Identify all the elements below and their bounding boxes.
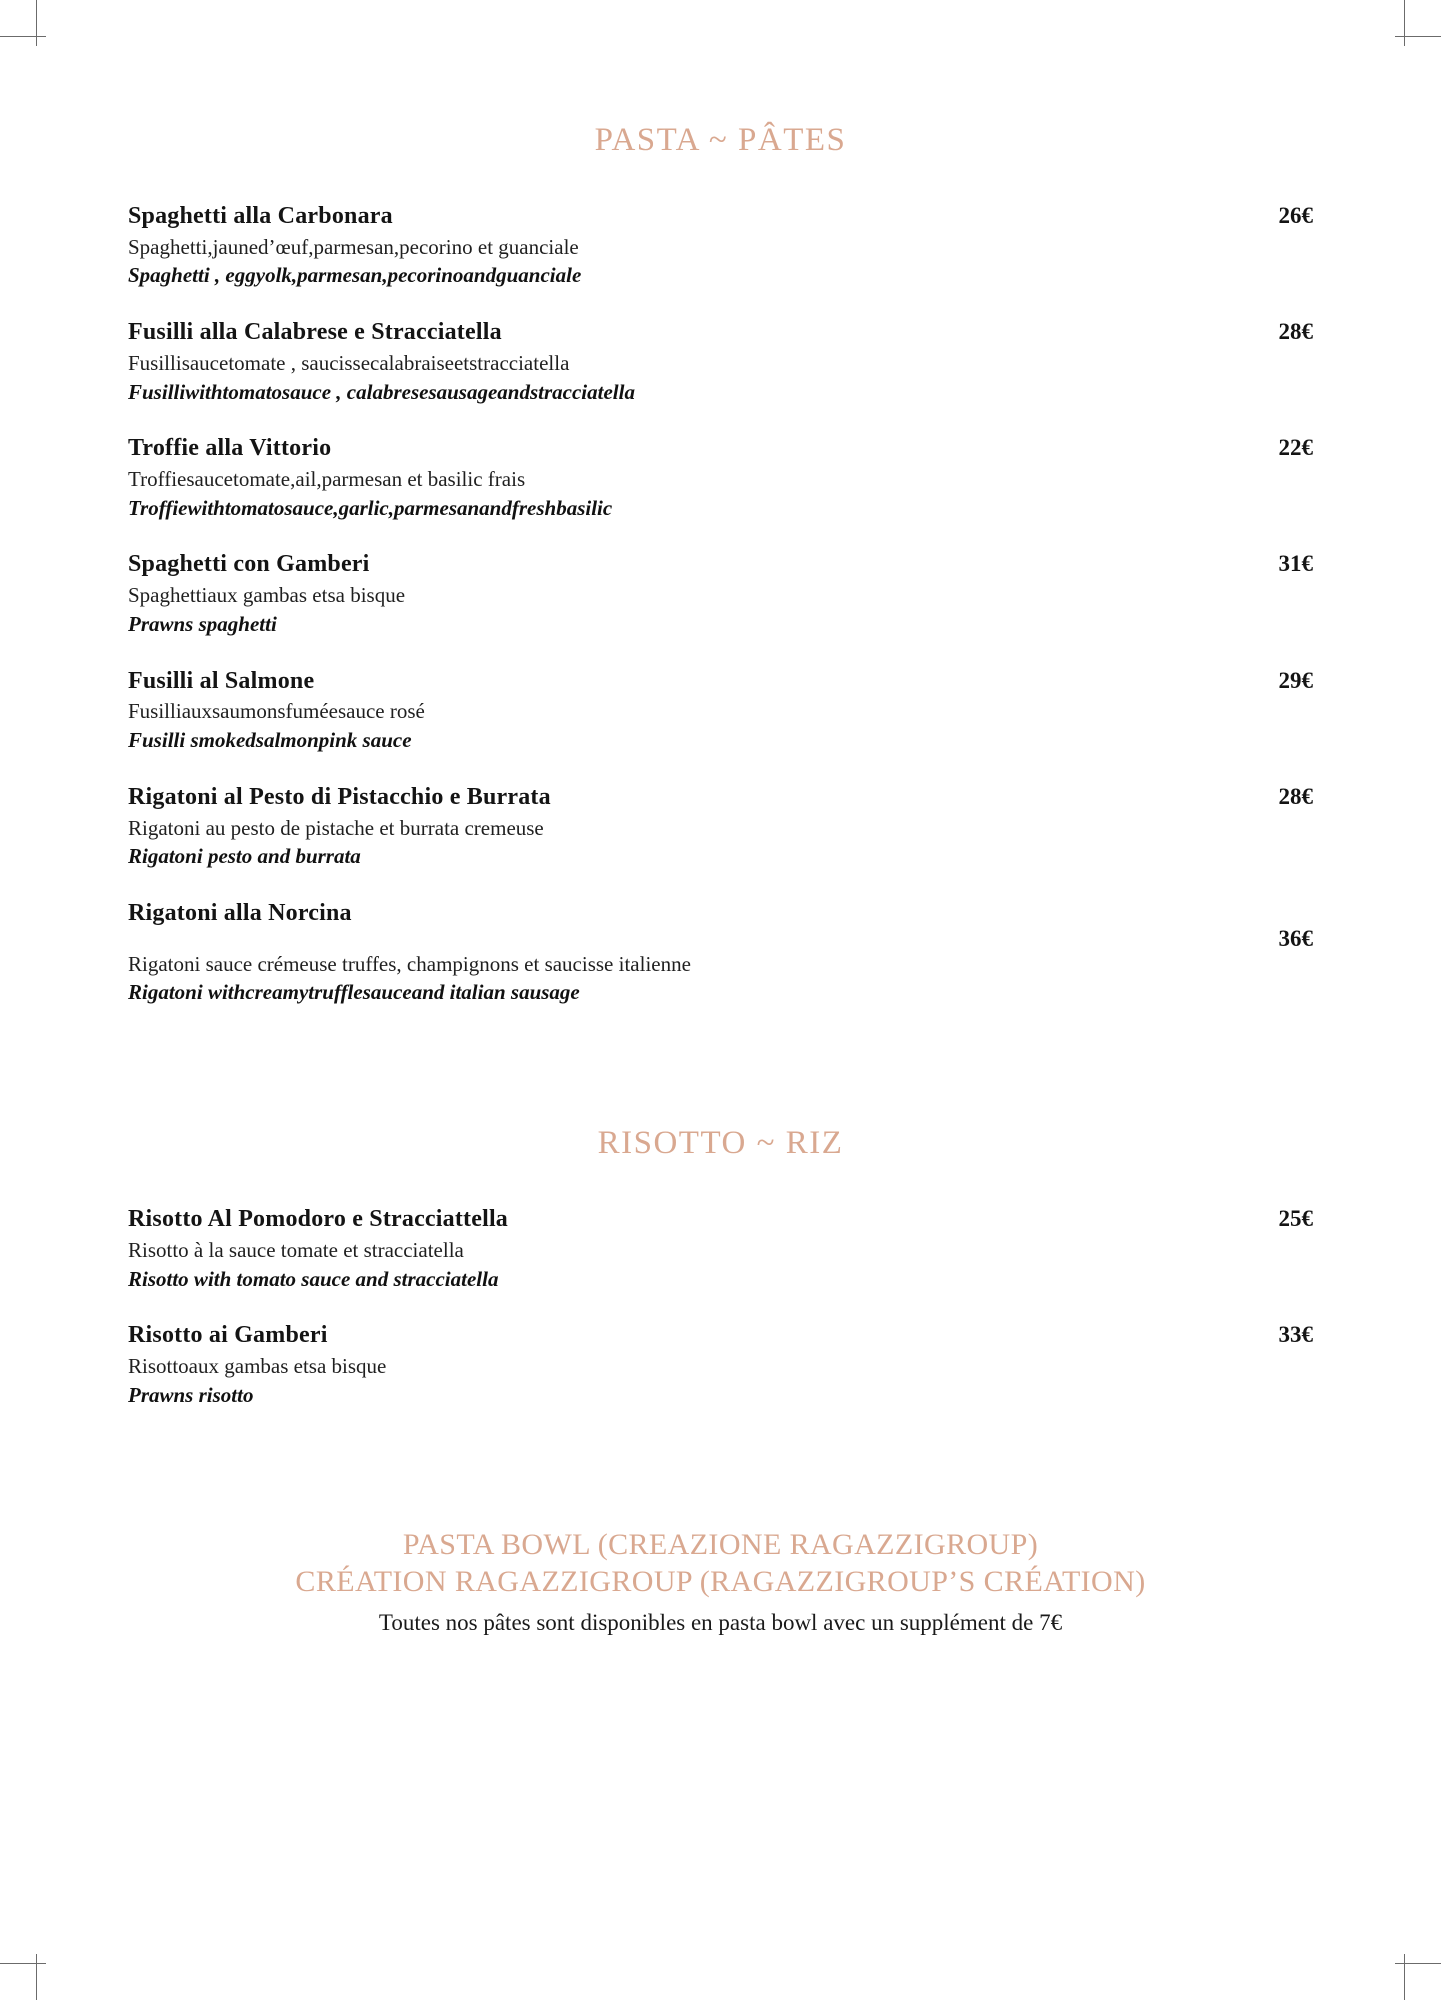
crop-mark-bottom-left-vertical [36, 1954, 37, 2000]
menu-item [128, 1204, 1313, 1293]
menu-item-description-fr: Spaghetti,jauned’œuf,parmesan,pecorino et guanciale [128, 234, 579, 259]
menu-item-description-fr: Risotto à la sauce tomate et stracciatella [128, 1237, 464, 1262]
menu-item-price: 25€ [1278, 1206, 1313, 1232]
menu-item-headline [128, 201, 1313, 232]
menu-item-name: Rigatoni al Pesto di Pistacchio e Burrata [128, 783, 551, 810]
menu-item-description-en: Fusilliwithtomatosauce , calabresesausageandstracciatella [128, 379, 635, 404]
menu-item-name: Troffie alla Vittorio [128, 435, 332, 462]
menu-item-price: 26€ [1278, 203, 1313, 228]
menu-item-name: Risotto ai Gamberi [128, 1322, 328, 1349]
crop-mark-top-left-vertical [36, 0, 37, 46]
crop-mark-bottom-right-vertical [1404, 1954, 1405, 2000]
crop-mark-bottom-left-horizontal [0, 1963, 46, 1964]
menu-item-description-fr: Rigatoni sauce crémeuse truffes, champignons et saucisse italienne [128, 951, 691, 976]
menu-item-price: 28€ [1278, 783, 1313, 809]
pasta-bowl-note: Toutes nos pâtes sont disponibles en pasta bowl avec un supplément de 7€ [378, 1609, 1063, 1635]
menu-item [128, 201, 1313, 290]
menu-item-description-fr: Fusilliauxsaumonsfuméesauce rosé [128, 699, 425, 724]
menu-item-description-en: Spaghetti , eggyolk,parmesan,pecorinoandguanciale [128, 263, 582, 288]
menu-item [128, 317, 1313, 406]
menu-item [128, 1320, 1313, 1409]
menu-item-name: Fusilli al Salmone [128, 667, 315, 694]
menu-item-headline [128, 1204, 1313, 1235]
crop-mark-top-left-horizontal [0, 36, 46, 37]
menu-item-description-en: Troffiewithtomatosauce,garlic,parmesanandfreshbasilic [128, 495, 613, 520]
crop-mark-top-right-vertical [1404, 0, 1405, 46]
menu-list-pasta [128, 201, 1313, 1007]
menu-item-price: 31€ [1278, 551, 1313, 577]
menu-item-headline [128, 666, 1313, 697]
pasta-bowl-title-fr: CRÉATION RAGAZZIGROUP (RAGAZZIGROUP’S CRÉATION) [295, 1565, 1146, 1598]
menu-list-risotto [128, 1204, 1313, 1409]
menu-item-name: Spaghetti alla Carbonara [128, 203, 393, 229]
crop-mark-bottom-right-horizontal [1395, 1963, 1441, 1964]
section-title-pasta: PASTA ~ PÂTES [594, 122, 847, 158]
section-title-risotto: RISOTTO ~ RIZ [597, 1125, 844, 1162]
menu-item-headline [128, 782, 1313, 813]
menu-item-price: 36€ [1278, 925, 1313, 951]
menu-item-name: Risotto Al Pomodoro e Stracciattella [128, 1206, 509, 1233]
menu-item-headline [128, 433, 1313, 464]
menu-item-price: 22€ [1278, 435, 1313, 461]
menu-item-description-en: Risotto with tomato sauce and stracciatella [128, 1266, 499, 1291]
pasta-bowl-footer [128, 1527, 1313, 1635]
menu-item-headline [128, 317, 1313, 348]
menu-item-description-en: Rigatoni pesto and burrata [128, 844, 361, 869]
menu-item-headline [128, 898, 1313, 951]
menu-item-name: Spaghetti con Gamberi [128, 551, 370, 578]
menu-item-price: 29€ [1278, 667, 1313, 693]
menu-item-description-en: Prawns risotto [128, 1382, 254, 1407]
pasta-bowl-title-it: PASTA BOWL (CREAZIONE RAGAZZIGROUP) [402, 1528, 1039, 1562]
menu-item-description-en: Fusilli smokedsalmonpink sauce [128, 728, 412, 753]
menu-item-description-en: Prawns spaghetti [128, 611, 277, 636]
menu-item [128, 898, 1313, 1007]
crop-mark-top-right-horizontal [1395, 36, 1441, 37]
menu-item [128, 666, 1313, 755]
menu-item-description-fr: Troffiesaucetomate,ail,parmesan et basilic frais [128, 467, 526, 492]
menu-item-description-fr: Fusillisaucetomate , saucissecalabraiseetstracciatella [128, 350, 570, 375]
menu-item-price: 28€ [1278, 319, 1313, 345]
menu-item-description-en: Rigatoni withcreamytrufflesauceand italian sausage [128, 980, 580, 1005]
menu-item-name: Rigatoni alla Norcina [128, 899, 352, 926]
menu-item-description-fr: Spaghettiaux gambas etsa bisque [128, 583, 406, 608]
menu-item [128, 433, 1313, 522]
menu-item-description-fr: Rigatoni au pesto de pistache et burrata cremeuse [128, 815, 544, 840]
menu-item [128, 782, 1313, 871]
menu-item-description-fr: Risottoaux gambas etsa bisque [128, 1353, 387, 1378]
menu-item [128, 549, 1313, 638]
menu-item-name: Fusilli alla Calabrese e Stracciatella [128, 319, 502, 346]
menu-item-headline [128, 1320, 1313, 1351]
menu-item-price: 33€ [1278, 1322, 1313, 1348]
menu-item-headline [128, 549, 1313, 580]
